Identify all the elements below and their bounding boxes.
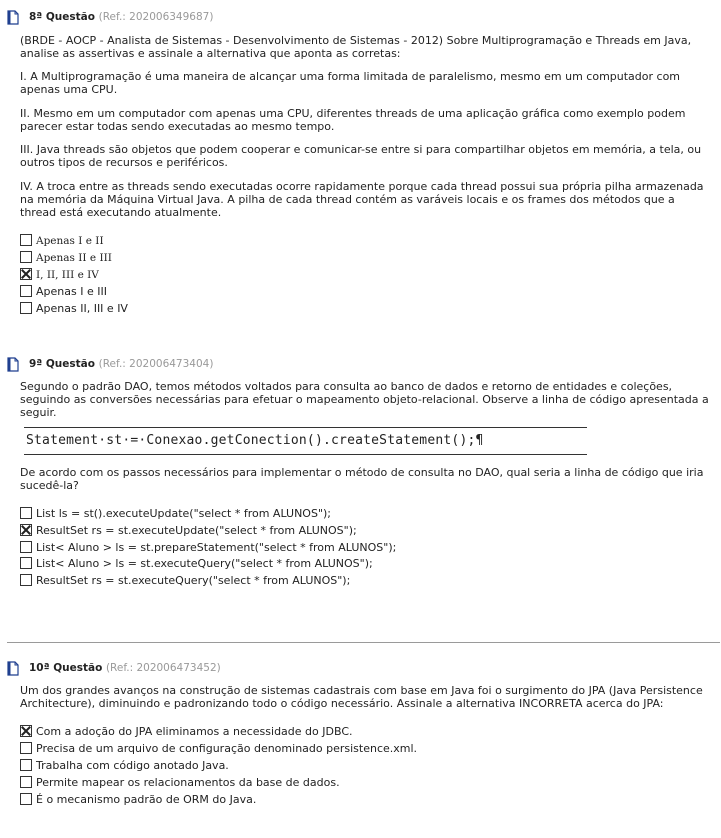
checkbox[interactable] (20, 793, 32, 805)
q8-option-3[interactable] (20, 268, 99, 282)
question-8-title (29, 11, 213, 23)
question-8-header (0, 10, 721, 26)
option-label: ResultSet rs = st.executeQuery("select * from ALUNOS"); (36, 574, 351, 587)
q9-option-1[interactable] (20, 507, 331, 521)
question-9-title (29, 358, 213, 370)
question-number: 8ª Questão (29, 11, 95, 23)
document-icon (7, 10, 19, 25)
checkbox-checked[interactable] (20, 268, 32, 280)
q10-option-2[interactable] (20, 742, 417, 756)
question-8 (0, 10, 721, 26)
question-10-intro: Um dos grandes avanços na construção de sistemas cadastrais com base em Java foi o surgimento do JPA (Java Persistence Architecture), diminuindo e padronizando todo o código necessário. Assinale a alternativa INCORRETA acerca do JPA: (20, 684, 703, 710)
checkbox[interactable] (20, 507, 32, 519)
question-10 (0, 661, 721, 677)
q9-option-3[interactable] (20, 541, 396, 555)
code-line: Statement·st·=·Conexao.getConection().createStatement();¶ (26, 433, 484, 448)
question-ref: (Ref.: 202006349687) (98, 11, 214, 23)
checkbox[interactable] (20, 541, 32, 553)
q10-option-3[interactable] (20, 759, 229, 773)
assertion-2: II. Mesmo em um computador com apenas uma CPU, diferentes threads de uma aplicação gráfica como exemplo podem parecer estar todas sendo executadas ao mesmo tempo. (20, 107, 686, 133)
question-10-header (0, 661, 721, 677)
q10-option-1[interactable] (20, 725, 353, 739)
option-label: Apenas I e III (36, 285, 107, 298)
option-label: Trabalha com código anotado Java. (36, 759, 229, 772)
assertion-1: I. A Multiprogramação é uma maneira de alcançar uma forma limitada de paralelismo, mesmo em um computador com apenas uma CPU. (20, 70, 681, 96)
question-10-title (29, 662, 221, 674)
checkbox[interactable] (20, 302, 32, 314)
checkbox[interactable] (20, 557, 32, 569)
checkbox[interactable] (20, 742, 32, 754)
checkbox-checked[interactable] (20, 725, 32, 737)
option-label: List< Aluno > ls = st.executeQuery("select * from ALUNOS"); (36, 557, 373, 570)
q10-option-4[interactable] (20, 776, 340, 790)
question-9-prompt: De acordo com os passos necessários para implementar o método de consulta no DAO, qual seria a linha de código que iria sucedê-la? (20, 466, 704, 492)
question-number: 10ª Questão (29, 662, 103, 674)
checkbox[interactable] (20, 234, 32, 246)
q9-option-2[interactable] (20, 524, 357, 538)
checkbox[interactable] (20, 776, 32, 788)
option-label: List ls = st().executeUpdate("select * from ALUNOS"); (36, 507, 332, 520)
q8-option-1[interactable] (20, 234, 104, 248)
question-ref: (Ref.: 202006473404) (98, 358, 214, 370)
checkbox[interactable] (20, 251, 32, 263)
checkbox-checked[interactable] (20, 524, 32, 536)
option-label: Apenas II, III e IV (36, 302, 128, 315)
checkbox[interactable] (20, 285, 32, 297)
q9-option-5[interactable] (20, 574, 350, 588)
option-label: ResultSet rs = st.executeUpdate("select * from ALUNOS"); (36, 524, 357, 537)
question-9 (0, 357, 721, 373)
option-label: I, II, III e IV (36, 269, 99, 281)
code-snippet (24, 427, 587, 455)
question-number: 9ª Questão (29, 358, 95, 370)
question-ref: (Ref.: 202006473452) (105, 662, 221, 674)
question-9-intro: Segundo o padrão DAO, temos métodos voltados para consulta ao banco de dados e retorno de entidades e coleções, seguindo as conversões necessárias para efetuar o mapeamento objeto-relacional. Observe a linha de código apresentada a seguir. (20, 380, 709, 419)
document-icon (7, 357, 19, 372)
assertion-3: III. Java threads são objetos que podem cooperar e comunicar-se entre si para compartilhar objetos em memória, a tela, ou outros tipos de recursos e periféricos. (20, 143, 702, 169)
divider (7, 642, 720, 643)
q9-option-4[interactable] (20, 557, 373, 571)
document-icon (7, 661, 19, 676)
checkbox[interactable] (20, 574, 32, 586)
option-label: Com a adoção do JPA eliminamos a necessidade do JDBC. (36, 725, 353, 738)
checkbox[interactable] (20, 759, 32, 771)
question-9-header (0, 357, 721, 373)
option-label: Precisa de um arquivo de configuração denominado persistence.xml. (36, 742, 418, 755)
q10-option-5[interactable] (20, 793, 256, 807)
q8-option-2[interactable] (20, 251, 112, 265)
question-8-intro: (BRDE - AOCP - Analista de Sistemas - Desenvolvimento de Sistemas - 2012) Sobre Multiprogramação e Threads em Java, analise as assertivas e assinale a alternativa que aponta as corretas: (20, 34, 692, 60)
option-label: É o mecanismo padrão de ORM do Java. (36, 793, 257, 806)
option-label: Apenas I e II (36, 235, 104, 247)
q8-option-5[interactable] (20, 302, 128, 316)
option-label: Permite mapear os relacionamentos da base de dados. (36, 776, 340, 789)
option-label: Apenas II e III (36, 252, 112, 264)
assertion-4: IV. A troca entre as threads sendo executadas ocorre rapidamente porque cada thread possui sua própria pilha armazenada na memória da Máquina Virtual Java. A pilha de cada thread contém as varáveis locais e os frames dos métodos que a thread está executando atualmente. (20, 180, 704, 219)
option-label: List< Aluno > ls = st.prepareStatement("select * from ALUNOS"); (36, 541, 397, 554)
q8-option-4[interactable] (20, 285, 107, 299)
